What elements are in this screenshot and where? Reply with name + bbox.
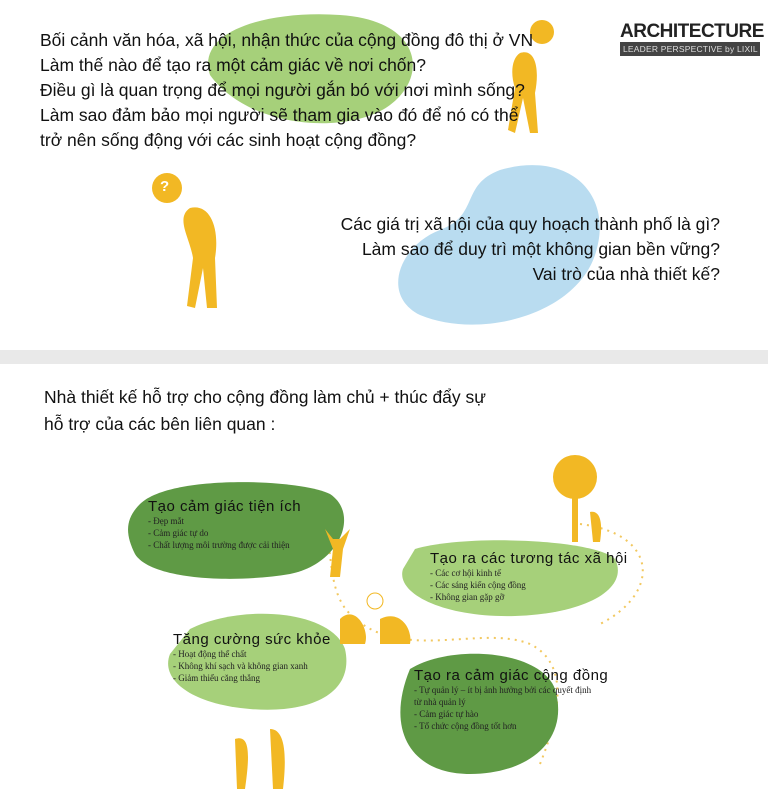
tree-icon xyxy=(545,452,615,547)
juggler-figure-icon xyxy=(315,509,355,579)
card-title: Tăng cường sức khỏe xyxy=(173,631,331,648)
card-title: Tạo cảm giác tiện ích xyxy=(148,498,302,515)
card-title: Tạo ra các tương tác xã hội xyxy=(430,550,628,567)
heading-line: Nhà thiết kế hỗ trợ cho cộng đồng làm chủ + thúc đẩy sự xyxy=(44,387,486,407)
card-item: - Tự quản lý – ít bị ảnh hưởng bởi các quyết định xyxy=(414,685,592,695)
question-text: Làm sao đảm bảo mọi người sẽ tham gia vào đó để nó có thể xyxy=(40,105,519,125)
card-item: - Cảm giác tự hào xyxy=(414,709,479,719)
card-health xyxy=(173,631,331,684)
question-text: Các giá trị xã hội của quy hoạch thành phố là gì? xyxy=(340,214,720,234)
questions-right xyxy=(341,212,720,287)
question-text: trở nên sống động với các sinh hoạt cộng đồng? xyxy=(40,130,417,150)
slide-questions xyxy=(0,0,768,350)
couple-figures-icon xyxy=(225,709,300,789)
slide-heading xyxy=(44,384,486,438)
architecture-logo xyxy=(620,21,764,56)
question-text: Bối cảnh văn hóa, xã hội, nhận thức của cộng đồng đô thị ở VN xyxy=(40,30,534,50)
question-text: Làm thế nào để tạo ra một cảm giác về nơi chốn? xyxy=(40,55,426,75)
card-item: từ nhà quản lý xyxy=(414,697,466,707)
card-item: - Cảm giác tự do xyxy=(148,528,209,538)
question-text: Điều gì là quan trọng để mọi người gắn bó với nơi mình sống? xyxy=(40,80,525,100)
card-item: - Không khí sạch và không gian xanh xyxy=(173,661,308,671)
card-item: - Đẹp mắt xyxy=(148,516,184,526)
logo-title: ARCHITECTURE xyxy=(620,21,764,42)
people-talking-icon xyxy=(335,589,415,649)
heading-line: hỗ trợ của các bên liên quan : xyxy=(44,414,276,434)
card-title: Tạo ra cảm giác cộng đồng xyxy=(414,667,609,684)
thinking-person-icon xyxy=(145,168,235,318)
card-item: - Chất lượng môi trường được cải thiện xyxy=(148,540,290,550)
card-item: - Giảm thiểu căng thẳng xyxy=(173,673,260,683)
card-amenity xyxy=(148,498,301,551)
card-item: - Hoạt động thể chất xyxy=(173,649,247,659)
card-item: - Các sáng kiến cộng đồng xyxy=(430,580,526,590)
card-item: - Không gian gặp gỡ xyxy=(430,592,505,602)
questions-left xyxy=(40,28,533,153)
question-text: Làm sao để duy trì một không gian bền vững? xyxy=(361,239,720,259)
card-social-interaction xyxy=(430,550,628,603)
card-community xyxy=(414,667,608,732)
logo-subtitle: LEADER PERSPECTIVE by LIXIL xyxy=(620,42,760,56)
card-item: - Tổ chức cộng đồng tốt hơn xyxy=(414,721,517,731)
slide-designer-role xyxy=(0,364,768,794)
question-mark: ? xyxy=(160,178,170,195)
question-text: Vai trò của nhà thiết kế? xyxy=(532,264,720,284)
card-item: - Các cơ hội kinh tế xyxy=(430,568,501,578)
